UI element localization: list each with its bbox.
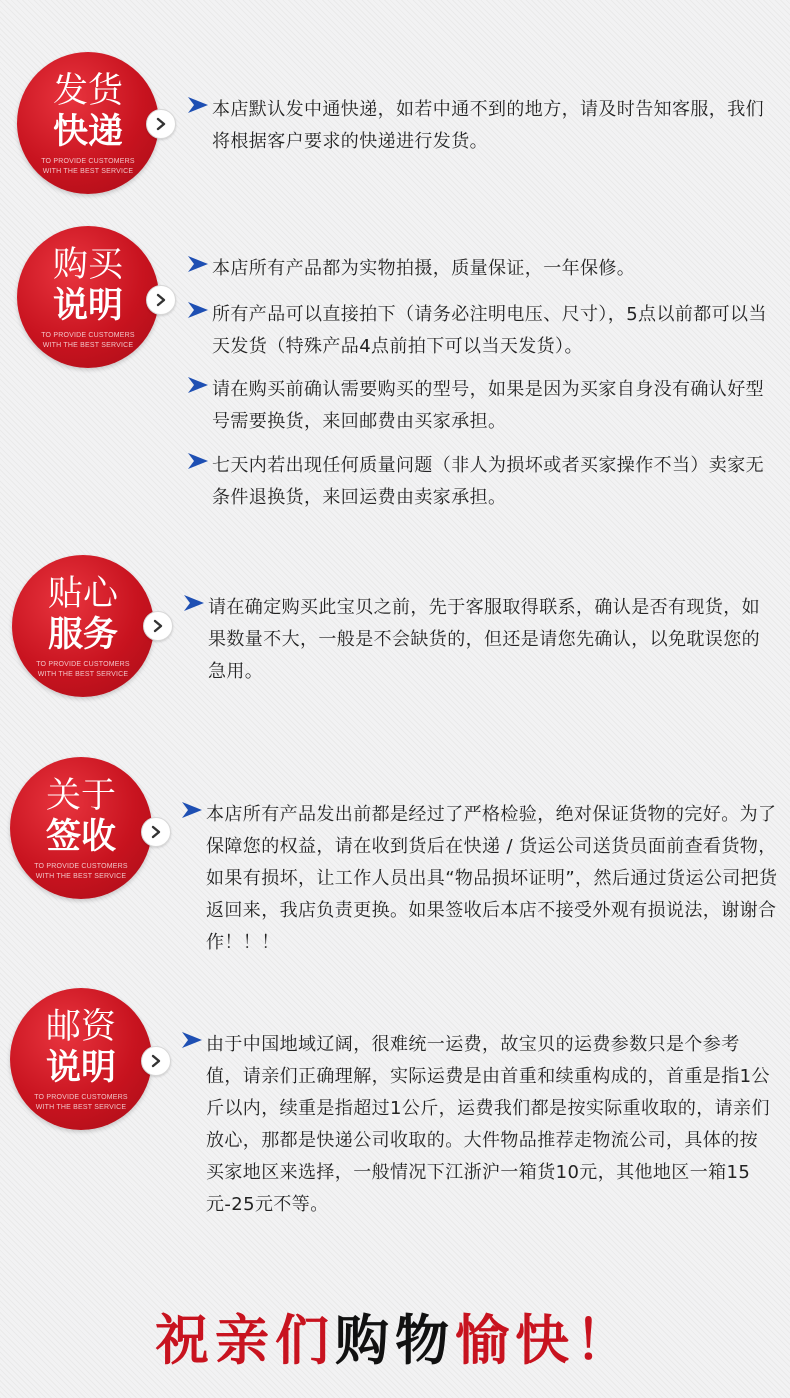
section-badge [10,988,152,1130]
badge-title-bottom: 服务 [47,615,118,655]
slogan-part-1: 祝亲们 [155,1308,335,1372]
item-text: 七天内若出现任何质量问题（非人为损坏或者买家操作不当）卖家无条件退换货，来回运费由卖家承担。 [212,455,764,508]
arrow-bullet-icon [184,595,204,611]
badge-title-top: 发货 [52,71,123,111]
list-item [188,299,778,363]
item-text: 本店所有产品发出前都是经过了严格检验，绝对保证货物的完好。为了保障您的权益，请在收到货后在快递 / 货运公司送货员面前查看货物，如果有损坏，让工作人员出具“物品损坏证明”，然后通过货运公司把货返回来，我店负责更换。如果签收后本店不接受外观有损说法，谢谢合作！！！ [206,804,778,953]
item-text: 请在确定购买此宝贝之前，先于客服取得联系，确认是否有现货，如果数量不大，一般是不会缺货的，但还是请您先确认，以免耽误您的急用。 [208,597,760,682]
badge-subtitle: TO PROVIDE CUSTOMERS WITH THE BEST SERVICE [41,332,135,349]
badge-subtitle: TO PROVIDE CUSTOMERS WITH THE BEST SERVICE [41,158,135,175]
chevron-right-icon [141,1046,171,1076]
badge-subtitle: TO PROVIDE CUSTOMERS WITH THE BEST SERVICE [36,661,130,678]
list-item [188,374,778,438]
chevron-right-icon [146,285,176,315]
list-item [182,1029,772,1221]
list-item [188,94,778,158]
list-item [188,450,778,514]
item-text: 请在购买前确认需要购买的型号，如果是因为买家自身没有确认好型号需要换货，来回邮费由买家承担。 [212,379,764,432]
badge-title-top: 贴心 [47,574,118,614]
section-badge [10,757,152,899]
slogan-part-3: 愉快！ [455,1308,635,1372]
item-text: 所有产品可以直接拍下（请务必注明电压、尺寸），5点以前都可以当天发货（特殊产品4点前拍下可以当天发货）。 [212,304,767,357]
item-text: 由于中国地域辽阔，很难统一运费，故宝贝的运费参数只是个参考值，请亲们正确理解，实际运费是由首重和续重构成的，首重是指1公斤以内，续重是指超过1公斤，运费我们都是按实际重收取的，请亲们放心，那都是快递公司收取的。大件物品推荐走物流公司，具体的按买家地区来选择，一般情况下江浙沪一箱货10元，其他地区一箱15元-25元不等。 [206,1034,770,1215]
chevron-right-icon [146,109,176,139]
arrow-bullet-icon [188,302,208,318]
item-text: 本店所有产品都为实物拍摄，质量保证，一年保修。 [212,258,636,279]
list-item [184,592,774,688]
chevron-right-icon [141,817,171,847]
arrow-bullet-icon [188,453,208,469]
badge-subtitle: TO PROVIDE CUSTOMERS WITH THE BEST SERVICE [34,1094,128,1111]
arrow-bullet-icon [188,97,208,113]
section-badge [17,226,159,368]
badge-title-bottom: 说明 [52,286,123,326]
arrow-bullet-icon [188,377,208,393]
section-badge [12,555,154,697]
chevron-right-icon [143,611,173,641]
item-text: 本店默认发中通快递，如若中通不到的地方，请及时告知客服，我们将根据客户要求的快递进行发货。 [212,99,764,152]
slogan-part-2: 购物 [335,1308,455,1372]
badge-title-top: 邮资 [45,1007,116,1047]
badge-title-bottom: 说明 [45,1048,116,1088]
badge-title-bottom: 签收 [45,817,116,857]
arrow-bullet-icon [182,802,202,818]
badge-title-top: 关于 [45,776,116,816]
list-item [182,799,778,959]
section-badge [17,52,159,194]
list-item [188,253,778,285]
footer-slogan [0,1298,790,1375]
badge-title-bottom: 快递 [52,112,123,152]
arrow-bullet-icon [188,256,208,272]
arrow-bullet-icon [182,1032,202,1048]
badge-title-top: 购买 [52,245,123,285]
badge-subtitle: TO PROVIDE CUSTOMERS WITH THE BEST SERVICE [34,863,128,880]
